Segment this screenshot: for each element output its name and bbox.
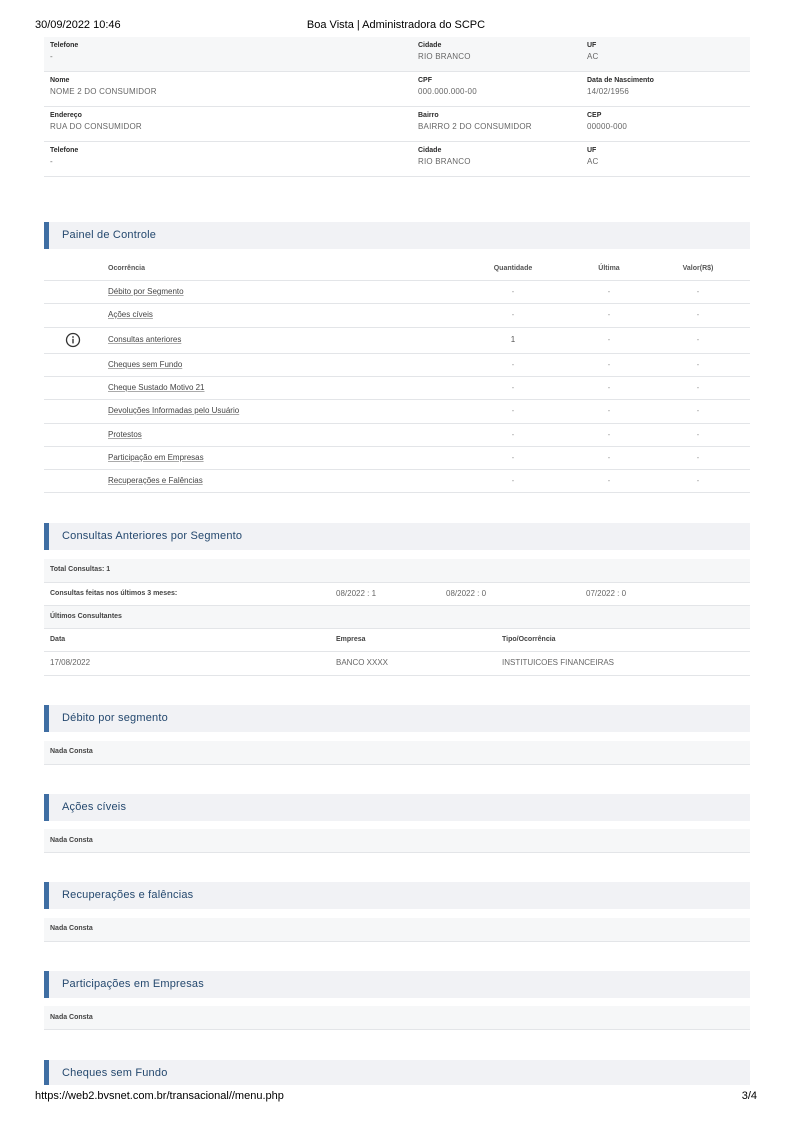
print-url: https://web2.bvsnet.com.br/transacional//menu.php: [35, 1090, 284, 1102]
info-cell-nascimento: Data de Nascimento 14/02/1956: [587, 77, 654, 96]
table-row: Consultas anteriores 1 - -: [44, 328, 750, 354]
nada-consta-row: [44, 1006, 750, 1030]
print-header: [35, 19, 757, 33]
print-title: Boa Vista | Administradora do SCPC: [306, 19, 486, 31]
col-header-tipo: Tipo/Ocorrência: [502, 636, 556, 643]
col-header-ocorrencia: Ocorrência: [108, 265, 145, 272]
link-recuperacoes-falencias[interactable]: Recuperações e Falências: [108, 476, 203, 485]
consulta-mes-value: 08/2022 : 1: [336, 589, 377, 598]
info-cell-cpf: CPF 000.000.000-00: [418, 77, 477, 96]
total-consultas: Total Consultas: 1: [50, 566, 111, 573]
consulta-empresa: BANCO XXXX: [336, 658, 389, 667]
info-cell-nome: Nome NOME 2 DO CONSUMIDOR: [50, 77, 157, 96]
nada-consta-text: Nada Consta: [50, 925, 93, 932]
page-number: 3/4: [741, 1090, 757, 1102]
info-row: [44, 142, 750, 177]
print-datetime: 30/09/2022 10:46: [35, 19, 121, 31]
consulta-tipo: INSTITUICOES FINANCEIRAS: [502, 658, 615, 667]
print-footer: [35, 1090, 757, 1104]
info-cell-bairro: Bairro BAIRRO 2 DO CONSUMIDOR: [418, 112, 532, 131]
nada-consta-text: Nada Consta: [50, 1014, 93, 1021]
link-protestos[interactable]: Protestos: [108, 430, 142, 439]
table-row: Cheque Sustado Motivo 21 - - -: [44, 377, 750, 400]
info-cell-cep: CEP 00000-000: [587, 112, 628, 131]
table-row: [44, 652, 750, 676]
nada-consta-row: [44, 918, 750, 942]
info-cell-uf: UF AC: [587, 147, 599, 166]
info-cell-cidade: Cidade RIO BRANCO: [418, 42, 471, 61]
table-row: Participação em Empresas - - -: [44, 447, 750, 470]
link-consultas-anteriores[interactable]: Consultas anteriores: [108, 335, 182, 344]
col-header-quantidade: Quantidade: [493, 265, 533, 272]
link-debito-por-segmento[interactable]: Débito por Segmento: [108, 287, 184, 296]
nada-consta-text: Nada Consta: [50, 837, 93, 844]
link-acoes-civeis[interactable]: Ações cíveis: [108, 310, 153, 319]
ultimos-consultantes-row: [44, 606, 750, 629]
info-cell-telefone: Telefone -: [50, 147, 79, 166]
table-row: Recuperações e Falências - - -: [44, 470, 750, 493]
consulta-mes-value: 07/2022 : 0: [586, 589, 627, 598]
consultas-3-meses-label: Consultas feitas nos últimos 3 meses:: [50, 590, 178, 597]
section-heading-painel: Painel de Controle: [44, 222, 750, 249]
info-row: [44, 107, 750, 142]
table-row: Débito por Segmento - - -: [44, 281, 750, 304]
link-cheque-sustado[interactable]: Cheque Sustado Motivo 21: [108, 383, 205, 392]
info-row: [44, 37, 750, 72]
info-cell-cidade: Cidade RIO BRANCO: [418, 147, 471, 166]
col-header-empresa: Empresa: [336, 636, 366, 643]
consulta-data: 17/08/2022: [50, 658, 91, 667]
table-row: Devoluções Informadas pelo Usuário - - -: [44, 400, 750, 424]
info-cell-endereco: Endereço RUA DO CONSUMIDOR: [50, 112, 142, 131]
consulta-mes-value: 08/2022 : 0: [446, 589, 487, 598]
col-header-data: Data: [50, 636, 66, 643]
section-heading-cheques: Cheques sem Fundo: [44, 1060, 750, 1085]
consultas-3-meses-row: [44, 583, 750, 606]
section-heading-debito: Débito por segmento: [44, 705, 750, 732]
total-consultas-row: [44, 559, 750, 583]
nada-consta-text: Nada Consta: [50, 748, 93, 755]
section-heading-consultas: Consultas Anteriores por Segmento: [44, 523, 750, 550]
painel-table-header: [44, 258, 750, 281]
info-row: [44, 72, 750, 107]
table-row: Ações cíveis - - -: [44, 304, 750, 328]
section-heading-acoes-civeis: Ações cíveis: [44, 794, 750, 821]
section-heading-recuperacoes: Recuperações e falências: [44, 882, 750, 909]
col-header-ultima: Última: [598, 265, 620, 272]
table-row: Cheques sem Fundo - - -: [44, 354, 750, 377]
col-header-valor: Valor(R$): [682, 265, 714, 272]
nada-consta-row: [44, 741, 750, 765]
table-row: Protestos - - -: [44, 424, 750, 447]
nada-consta-row: [44, 829, 750, 853]
link-devolucoes[interactable]: Devoluções Informadas pelo Usuário: [108, 406, 240, 415]
consultantes-header-row: [44, 629, 750, 652]
section-heading-participacoes: Participações em Empresas: [44, 971, 750, 998]
link-cheques-sem-fundo[interactable]: Cheques sem Fundo: [108, 360, 183, 369]
ultimos-consultantes-label: Últimos Consultantes: [50, 613, 122, 620]
info-cell-telefone: Telefone -: [50, 42, 79, 61]
info-cell-uf: UF AC: [587, 42, 599, 61]
info-circle-icon[interactable]: [65, 332, 81, 348]
link-participacao-empresas[interactable]: Participação em Empresas: [108, 453, 204, 462]
